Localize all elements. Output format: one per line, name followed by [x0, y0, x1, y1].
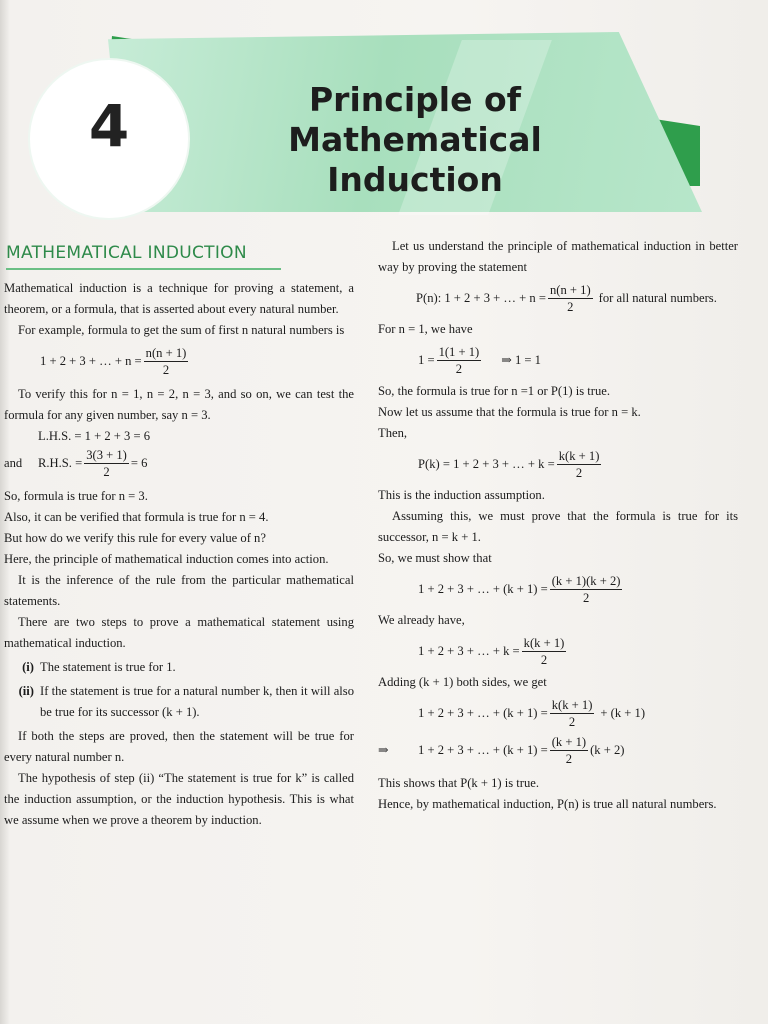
- pk-fraction: [557, 448, 602, 481]
- pk-equation: [418, 448, 738, 481]
- fraction-denominator: 2: [568, 715, 576, 729]
- fraction-denominator: 2: [582, 591, 590, 605]
- known-lhs: 1 + 2 + 3 + … + k =: [418, 644, 520, 658]
- pn-lhs: P(n): 1 + 2 + 3 + … + n =: [416, 291, 546, 305]
- already-have-line: We already have,: [378, 613, 465, 627]
- added-tail: + (k + 1): [600, 706, 646, 720]
- hypothesis-paragraph: The hypothesis of step (ii) “The statement is true for k” is called the induction assumption, or the induction hypothesis. This is what we assume when we prove a theorem by induction.: [4, 771, 354, 827]
- lhs-line: L.H.S. = 1 + 2 + 3 = 6: [38, 429, 151, 443]
- induction-assumption-line: This is the induction assumption.: [378, 488, 545, 502]
- fraction-denominator: 2: [575, 466, 583, 480]
- fraction-denominator: 2: [455, 362, 463, 376]
- fraction-numerator: n(n + 1): [549, 283, 591, 297]
- pk1-true-line: This shows that P(k + 1) is true.: [378, 776, 540, 790]
- right-column: [378, 236, 738, 815]
- for-n1-line: For n = 1, we have: [378, 322, 473, 336]
- implies-symbol: ⇒: [378, 743, 389, 757]
- fraction-numerator: (k + 1)(k + 2): [551, 574, 621, 588]
- chapter-title-line2: Mathematical Induction: [288, 120, 542, 199]
- true-for-4: Also, it can be verified that formula is true for n = 4.: [4, 510, 269, 524]
- added-fraction: [550, 697, 595, 730]
- chapter-title: [195, 80, 635, 200]
- added-equation: [418, 697, 738, 730]
- fraction-denominator: 2: [567, 300, 574, 314]
- fraction-numerator: 1(1 + 1): [438, 345, 480, 359]
- heading-underline: [6, 268, 281, 270]
- left-column: [4, 240, 354, 831]
- rhs-fraction: [84, 447, 129, 480]
- sum-formula-lhs: 1 + 2 + 3 + … + n =: [40, 354, 142, 368]
- action-line: Here, the principle of mathematical induction comes into action.: [4, 552, 329, 566]
- known-fraction: [522, 635, 567, 668]
- step-one-text: The statement is true for 1.: [40, 660, 176, 674]
- fraction-denominator: 2: [565, 752, 573, 766]
- base-case-lhs: 1 =: [418, 353, 435, 367]
- both-steps-paragraph: If both the steps are proved, then the statement will be true for every natural number n.: [4, 729, 354, 764]
- adding-line: Adding (k + 1) both sides, we get: [378, 675, 547, 689]
- fraction-numerator: n(n + 1): [145, 346, 187, 360]
- step-two-text: If the statement is true for a natural number k, then it will also be true for its successor (k + 1).: [40, 684, 354, 719]
- final-tail: (k + 2): [590, 743, 625, 757]
- fraction-numerator: k(k + 1): [551, 698, 593, 712]
- intro-paragraph: Mathematical induction is a technique for proving a statement, a theorem, or a formula, that is asserted about every natural number.: [4, 281, 354, 316]
- pn-statement: [416, 282, 738, 315]
- sum-formula-fraction: [144, 345, 189, 378]
- base-case-fraction: [437, 344, 482, 377]
- step-one: [4, 657, 354, 678]
- final-fraction: [550, 734, 588, 767]
- inference-paragraph: It is the inference of the rule from the particular mathematical statements.: [4, 573, 354, 608]
- step-one-label: (i): [22, 660, 34, 674]
- two-steps-paragraph: There are two steps to prove a mathematical statement using mathematical induction.: [4, 615, 354, 650]
- base-case-result: ⇒ 1 = 1: [501, 353, 541, 367]
- section-heading: MATHEMATICAL INDUCTION: [6, 243, 247, 263]
- pk-lhs: P(k) = 1 + 2 + 3 + … + k =: [418, 457, 555, 471]
- rhs-result: = 6: [130, 456, 148, 470]
- final-equation: [378, 734, 738, 767]
- sum-formula: [40, 345, 354, 378]
- question-line: But how do we verify this rule for every value of n?: [4, 531, 266, 545]
- fraction-numerator: 3(3 + 1): [86, 448, 127, 462]
- chapter-number: 4: [88, 92, 130, 160]
- conclusion-line: Hence, by mathematical induction, P(n) is true all natural numbers.: [378, 797, 717, 811]
- fraction-denominator: 2: [540, 653, 548, 667]
- true-for-3: So, formula is true for n = 3.: [4, 489, 148, 503]
- then-line: Then,: [378, 426, 408, 440]
- understand-paragraph: Let us understand the principle of mathematical induction in better way by proving the statement: [378, 239, 738, 274]
- pn-fraction: [548, 282, 593, 315]
- step-two: [4, 681, 354, 723]
- goal-fraction: [550, 573, 623, 606]
- added-lhs: 1 + 2 + 3 + … + (k + 1) =: [418, 706, 548, 720]
- example-paragraph: For example, formula to get the sum of first n natural numbers is: [18, 323, 345, 337]
- goal-lhs: 1 + 2 + 3 + … + (k + 1) =: [418, 582, 548, 596]
- step-two-label: (ii): [18, 684, 34, 698]
- verify-paragraph: To verify this for n = 1, n = 2, n = 3, and so on, we can test the formula for any given number, say n = 3.: [4, 387, 354, 422]
- base-case-equation: [418, 344, 738, 377]
- final-lhs: 1 + 2 + 3 + … + (k + 1) =: [418, 743, 548, 757]
- fraction-numerator: k(k + 1): [558, 449, 600, 463]
- and-label: and: [4, 456, 23, 470]
- pn-tail: for all natural numbers.: [598, 291, 717, 305]
- rhs-label: R.H.S. =: [38, 456, 83, 470]
- fraction-numerator: k(k + 1): [523, 636, 565, 650]
- must-show-line: So, we must show that: [378, 551, 492, 565]
- fraction-denominator: 2: [103, 465, 110, 479]
- goal-equation: [418, 573, 738, 606]
- assume-k-line: Now let us assume that the formula is true for n = k.: [378, 405, 641, 419]
- successor-paragraph: Assuming this, we must prove that the formula is true for its successor, n = k + 1.: [378, 509, 738, 544]
- fraction-denominator: 2: [162, 363, 170, 377]
- fraction-numerator: (k + 1): [551, 735, 587, 749]
- chapter-title-line1: Principle of: [309, 80, 521, 119]
- rhs-line: [4, 447, 354, 480]
- known-equation: [418, 635, 738, 668]
- p1-true-line: So, the formula is true for n =1 or P(1) is true.: [378, 384, 611, 398]
